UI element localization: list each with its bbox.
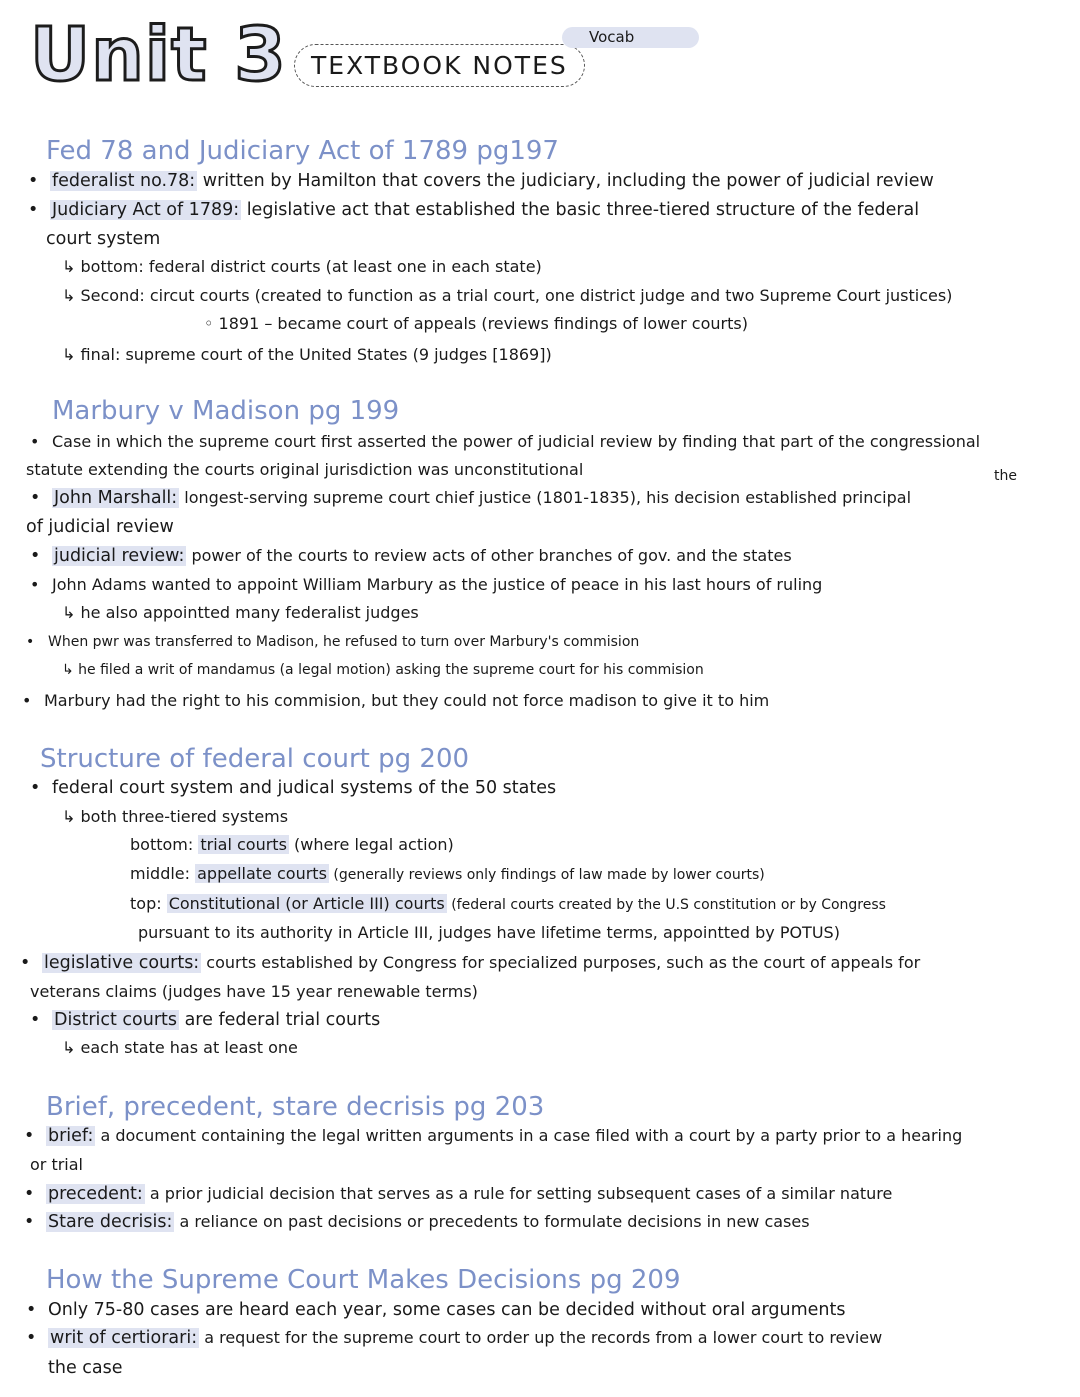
tier-label: middle:	[130, 864, 191, 883]
note-line: ↳ Second: circut courts (created to function as a trial court, one district judge and two Supreme Court justices)	[62, 286, 953, 305]
vocab-term: appellate courts	[197, 864, 327, 883]
note-line: or trial	[30, 1155, 83, 1174]
note-line: statute extending the courts original jurisdiction was unconstitutional	[26, 460, 584, 479]
note-text: a request for the supreme court to order up the records from a lower court to review	[199, 1328, 883, 1347]
note-text: (where legal action)	[288, 835, 454, 854]
note-line: the case	[48, 1358, 123, 1378]
note-line: ↳ he filed a writ of mandamus (a legal motion) asking the supreme court for his commision	[62, 662, 704, 678]
note-line	[48, 1330, 882, 1348]
note-line: • Case in which the supreme court first asserted the power of judicial review by finding that part of the congressional	[52, 434, 980, 450]
note-line: ↳ bottom: federal district courts (at least one in each state)	[62, 257, 542, 276]
note-line	[130, 837, 454, 853]
note-line: the	[994, 468, 1017, 484]
note-line: pursuant to its authority in Article III, judges have lifetime terms, appointted by POTUS)	[138, 923, 840, 942]
note-line	[52, 1012, 380, 1030]
vocab-term: Constitutional (or Article III) courts	[168, 894, 445, 913]
note-line	[52, 490, 911, 508]
section-heading-structure: Structure of federal court pg 200	[40, 744, 470, 774]
note-line: • Only 75-80 cases are heard each year, some cases can be decided without oral arguments	[48, 1302, 845, 1320]
note-line: of judicial review	[26, 517, 174, 537]
note-line: ↳ final: supreme court of the United States (9 judges [1869])	[62, 345, 552, 364]
note-line	[46, 1128, 962, 1146]
vocab-term: writ of certiorari:	[50, 1328, 198, 1348]
note-text: legislative act that established the basic three-tiered structure of the federal	[241, 200, 920, 220]
section-heading-marbury: Marbury v Madison pg 199	[52, 396, 400, 426]
section-heading-brief: Brief, precedent, stare decrisis pg 203	[46, 1092, 545, 1122]
note-line	[52, 548, 792, 566]
note-text: a reliance on past decisions or precedents to formulate decisions in new cases	[174, 1212, 810, 1231]
note-line: veterans claims (judges have 15 year renewable terms)	[30, 982, 478, 1001]
vocab-term: brief:	[48, 1126, 94, 1146]
vocab-term: trial courts	[200, 835, 287, 854]
note-text: courts established by Congress for specialized purposes, such as the court of appeals for	[201, 953, 921, 972]
note-text: written by Hamilton that covers the judiciary, including the power of judicial review	[197, 171, 934, 191]
vocab-term: John Marshall:	[54, 488, 178, 508]
note-text: longest-serving supreme court chief justice (1801-1835), his decision established principal	[179, 488, 912, 507]
note-line	[130, 866, 765, 882]
tier-label: bottom:	[130, 835, 194, 854]
note-line	[130, 896, 886, 912]
note-line: • John Adams wanted to appoint William Marbury as the justice of peace in his last hours of ruling	[52, 577, 822, 593]
note-line: ◦ 1891 – became court of appeals (reviews findings of lower courts)	[204, 314, 748, 333]
note-line	[50, 173, 934, 191]
note-line	[42, 955, 920, 973]
vocab-term: District courts	[54, 1010, 178, 1030]
note-line: • Marbury had the right to his commision, but they could not force madison to give it to him	[44, 693, 769, 709]
vocab-term: Judiciary Act of 1789:	[52, 200, 240, 220]
note-text: (federal courts created by the U.S constitution or by Congress	[446, 897, 886, 913]
note-line	[46, 1186, 892, 1204]
note-line	[50, 202, 919, 220]
note-line: ↳ he also appointted many federalist judges	[62, 603, 419, 622]
section-heading-decisions: How the Supreme Court Makes Decisions pg 209	[46, 1265, 681, 1295]
section-heading-fed78: Fed 78 and Judiciary Act of 1789 pg197	[46, 136, 559, 166]
note-line: ↳ each state has at least one	[62, 1038, 298, 1057]
note-text: (generally reviews only findings of law made by lower courts)	[328, 867, 765, 883]
note-line: • When pwr was transferred to Madison, he refused to turn over Marbury's commision	[48, 635, 639, 649]
note-line: court system	[46, 229, 161, 249]
note-line	[46, 1214, 810, 1232]
note-text: power of the courts to review acts of other branches of gov. and the states	[186, 546, 792, 565]
unit-title: Unit 3	[30, 12, 287, 98]
note-line: ↳ both three-tiered systems	[62, 807, 289, 826]
note-text: a prior judicial decision that serves as a rule for setting subsequent cases of a similar nature	[144, 1184, 893, 1203]
vocab-legend: Vocab	[562, 27, 699, 48]
vocab-term: federalist no.78:	[52, 171, 196, 191]
vocab-term: Stare decrisis:	[48, 1212, 173, 1232]
vocab-term: judicial review:	[54, 546, 185, 566]
note-text: a document containing the legal written arguments in a case filed with a court by a party prior to a hearing	[95, 1126, 963, 1145]
vocab-term: legislative courts:	[44, 953, 200, 973]
textbook-notes-tag: TEXTBOOK NOTES	[294, 44, 585, 87]
vocab-term: precedent:	[48, 1184, 143, 1204]
note-text: are federal trial courts	[179, 1010, 381, 1030]
note-line: • federal court system and judical systems of the 50 states	[52, 780, 556, 798]
tier-label: top:	[130, 894, 162, 913]
